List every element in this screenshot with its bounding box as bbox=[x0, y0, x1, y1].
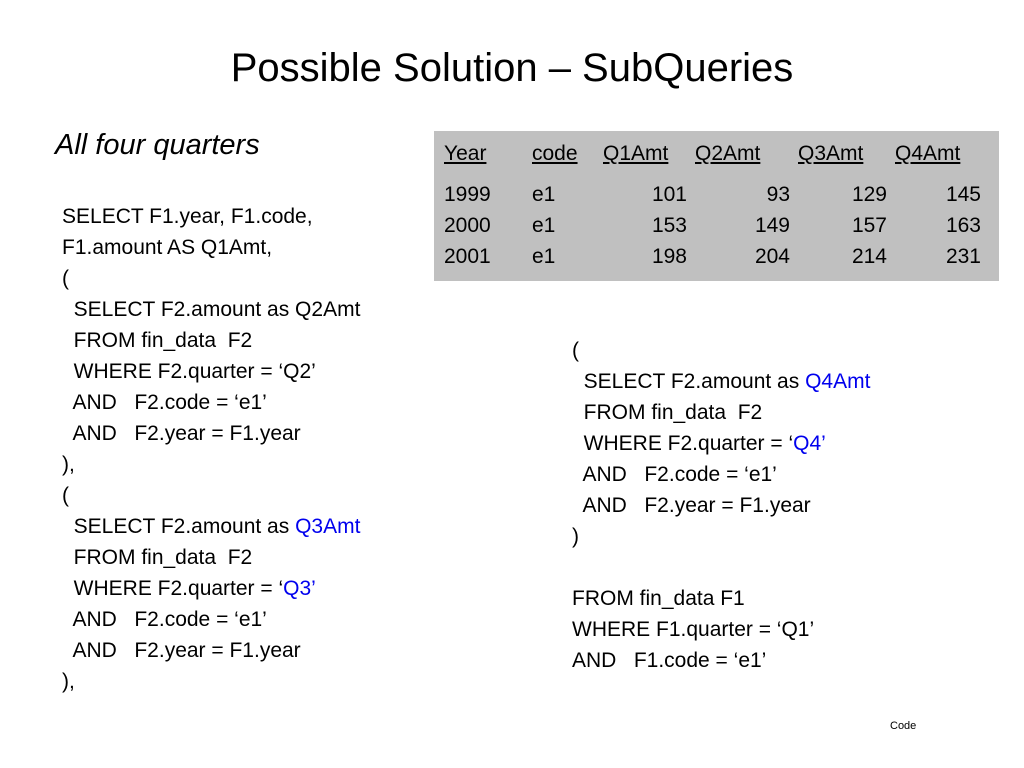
code-text: ( bbox=[62, 267, 69, 290]
code-line bbox=[62, 325, 360, 356]
table-cell: 198 bbox=[651, 245, 687, 268]
table-cell: 2001 bbox=[444, 245, 491, 268]
code-line bbox=[572, 335, 870, 366]
code-text: WHERE F2.quarter = ‘ bbox=[572, 432, 794, 455]
footer-label: Code bbox=[890, 720, 917, 732]
result-table-panel bbox=[434, 131, 999, 281]
code-line bbox=[62, 232, 360, 263]
table-header-row bbox=[444, 139, 989, 179]
code-text: WHERE F2.quarter = ‘Q2’ bbox=[62, 360, 316, 383]
table-cell: e1 bbox=[532, 183, 556, 206]
code-text: WHERE F1.quarter = ‘Q1’ bbox=[572, 618, 815, 641]
code-line bbox=[572, 552, 870, 583]
code-line bbox=[62, 666, 360, 697]
table-row bbox=[444, 179, 989, 210]
code-text: ), bbox=[62, 670, 75, 693]
code-text: F1.amount AS Q1Amt, bbox=[62, 236, 273, 259]
code-text: AND F2.year = F1.year bbox=[62, 422, 301, 445]
code-line bbox=[62, 542, 360, 573]
code-line bbox=[62, 573, 360, 604]
table-row bbox=[444, 210, 989, 241]
code-line bbox=[572, 614, 870, 645]
column-header-code: code bbox=[532, 142, 578, 165]
code-text: ( bbox=[62, 484, 69, 507]
code-line bbox=[62, 201, 360, 232]
table-cell: 129 bbox=[851, 183, 887, 206]
code-text: SELECT F2.amount as Q2Amt bbox=[62, 298, 361, 321]
table-cell: e1 bbox=[532, 245, 556, 268]
code-line bbox=[572, 521, 870, 552]
column-header-year: Year bbox=[444, 142, 487, 165]
column-header-q1amt: Q1Amt bbox=[603, 142, 669, 165]
result-table bbox=[444, 139, 989, 272]
code-text: WHERE F2.quarter = ‘ bbox=[62, 577, 284, 600]
table-cell: 149 bbox=[754, 214, 790, 237]
table-cell: 2000 bbox=[444, 214, 491, 237]
code-line bbox=[572, 490, 870, 521]
slide-title: Possible Solution – SubQueries bbox=[230, 46, 794, 90]
sql-code-left bbox=[62, 201, 360, 697]
code-text: AND F2.code = ‘e1’ bbox=[62, 391, 267, 414]
code-text: AND F1.code = ‘e1’ bbox=[572, 649, 767, 672]
table-cell: 157 bbox=[851, 214, 887, 237]
code-text: SELECT F2.amount as bbox=[572, 370, 806, 393]
code-text: AND F2.code = ‘e1’ bbox=[572, 463, 777, 486]
code-highlight: Q4’ bbox=[793, 432, 826, 455]
column-header-q2amt: Q2Amt bbox=[695, 142, 761, 165]
table-cell: 204 bbox=[754, 245, 790, 268]
sql-code-right bbox=[572, 335, 870, 676]
table-cell: 214 bbox=[851, 245, 887, 268]
code-line bbox=[62, 294, 360, 325]
slide-subtitle: All four quarters bbox=[55, 129, 260, 161]
code-line bbox=[572, 366, 870, 397]
code-line bbox=[62, 263, 360, 294]
table-cell: 101 bbox=[651, 183, 687, 206]
code-line bbox=[572, 645, 870, 676]
code-text: AND F2.year = F1.year bbox=[572, 494, 811, 517]
code-text: FROM fin_data F1 bbox=[572, 587, 745, 610]
code-highlight: Q3Amt bbox=[295, 515, 361, 538]
column-header-q4amt: Q4Amt bbox=[895, 142, 961, 165]
code-text: FROM fin_data F2 bbox=[572, 401, 763, 424]
code-text: ) bbox=[572, 525, 579, 548]
code-highlight: Q3’ bbox=[283, 577, 316, 600]
table-cell: 153 bbox=[651, 214, 687, 237]
table-cell: 163 bbox=[945, 214, 981, 237]
column-header-q3amt: Q3Amt bbox=[798, 142, 864, 165]
code-text: AND F2.code = ‘e1’ bbox=[62, 608, 267, 631]
code-text: FROM fin_data F2 bbox=[62, 329, 253, 352]
code-line bbox=[572, 428, 870, 459]
table-cell: 1999 bbox=[444, 183, 491, 206]
table-cell: 145 bbox=[945, 183, 981, 206]
code-line bbox=[62, 449, 360, 480]
table-cell: 231 bbox=[945, 245, 981, 268]
code-text: SELECT F1.year, F1.code, bbox=[62, 205, 313, 228]
table-row bbox=[444, 241, 989, 272]
code-line bbox=[62, 604, 360, 635]
table-cell: 93 bbox=[766, 183, 790, 206]
code-line bbox=[62, 635, 360, 666]
code-line bbox=[572, 397, 870, 428]
code-line bbox=[62, 387, 360, 418]
code-line bbox=[62, 511, 360, 542]
code-text: AND F2.year = F1.year bbox=[62, 639, 301, 662]
code-line bbox=[572, 459, 870, 490]
code-line bbox=[62, 418, 360, 449]
code-text: FROM fin_data F2 bbox=[62, 546, 253, 569]
table-cell: e1 bbox=[532, 214, 556, 237]
code-line bbox=[572, 583, 870, 614]
code-line bbox=[62, 480, 360, 511]
code-text: SELECT F2.amount as bbox=[62, 515, 296, 538]
code-line bbox=[62, 356, 360, 387]
code-text: ( bbox=[572, 339, 579, 362]
code-highlight: Q4Amt bbox=[805, 370, 871, 393]
code-text: ), bbox=[62, 453, 75, 476]
